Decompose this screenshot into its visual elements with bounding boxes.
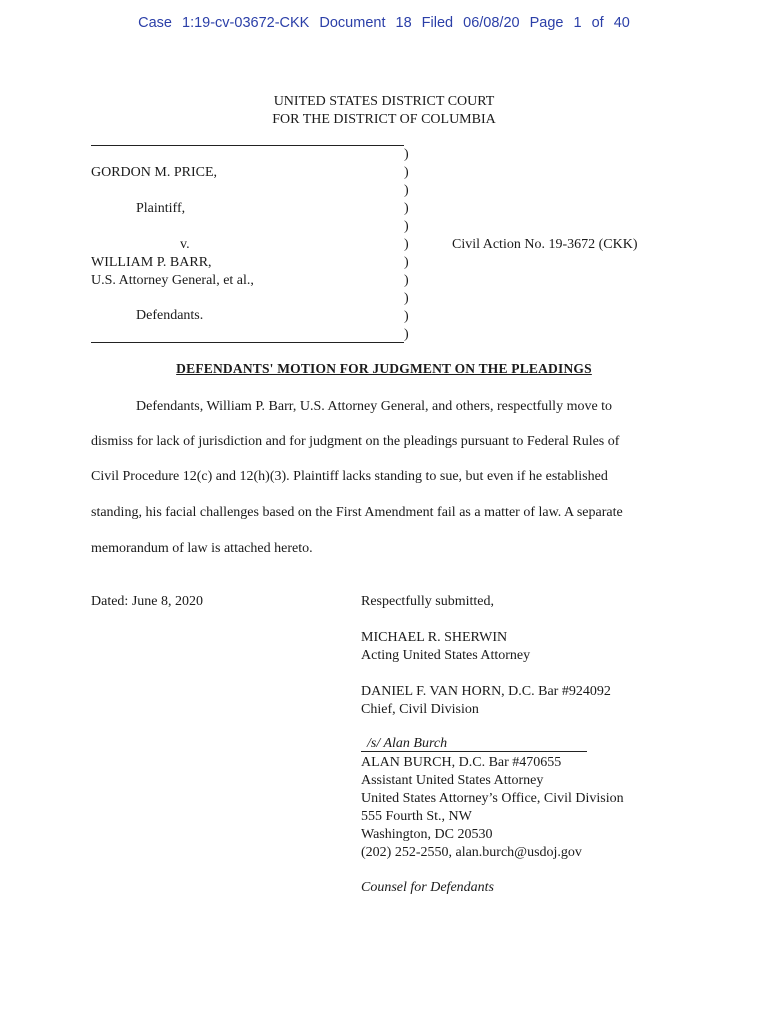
plaintiff-role: Plaintiff, xyxy=(136,201,186,216)
defendant-role: Defendants. xyxy=(136,308,204,323)
signatory-vanhorn-title: Chief, Civil Division xyxy=(361,702,479,717)
signatory-burch-name: ALAN BURCH, D.C. Bar #470655 xyxy=(361,755,562,770)
office-name: United States Attorney’s Office, Civil Division xyxy=(361,791,624,806)
signature-line xyxy=(361,751,587,752)
motion-body-line: dismiss for lack of jurisdiction and for judgment on the pleadings pursuant to Federal Rules of xyxy=(91,434,620,449)
contact-phone-email: (202) 252-2550, alan.burch@usdoj.gov xyxy=(361,845,582,860)
motion-body-line: standing, his facial challenges based on the First Amendment fail as a matter of law. A separate xyxy=(91,505,623,520)
counsel-for-defendants: Counsel for Defendants xyxy=(361,880,494,895)
signatory-vanhorn-name: DANIEL F. VAN HORN, D.C. Bar #924092 xyxy=(361,684,611,699)
motion-body-line: Civil Procedure 12(c) and 12(h)(3). Plaintiff lacks standing to sue, but even if he established xyxy=(91,469,608,484)
signatory-sherwin-name: MICHAEL R. SHERWIN xyxy=(361,630,508,645)
motion-body-line: memorandum of law is attached hereto. xyxy=(91,541,313,556)
motion-title: DEFENDANTS' MOTION FOR JUDGMENT ON THE PLEADINGS xyxy=(176,361,592,376)
header-document-number: Document 18 xyxy=(319,15,412,31)
plaintiff-name: GORDON M. PRICE, xyxy=(91,165,218,180)
civil-action-number: Civil Action No. 19-3672 (CKK) xyxy=(452,237,638,252)
court-name-line1: UNITED STATES DISTRICT COURT xyxy=(273,94,495,109)
court-heading xyxy=(184,93,584,129)
header-page-number: Page 1 of 40 xyxy=(529,15,630,31)
motion-body-line: Defendants, William P. Barr, U.S. Attorney General, and others, respectfully move to xyxy=(136,399,613,414)
office-street: 555 Fourth St., NW xyxy=(361,809,472,824)
caption-bottom-rule xyxy=(91,342,404,343)
signatory-burch-title: Assistant United States Attorney xyxy=(361,773,544,788)
versus: v. xyxy=(180,237,190,252)
caption-top-rule xyxy=(91,145,404,146)
electronic-signature: /s/ Alan Burch xyxy=(367,736,448,751)
court-name-line2: FOR THE DISTRICT OF COLUMBIA xyxy=(272,112,496,127)
dated: Dated: June 8, 2020 xyxy=(91,594,203,609)
header-case-number: Case 1:19-cv-03672-CKK xyxy=(138,15,310,31)
office-city: Washington, DC 20530 xyxy=(361,827,493,842)
signatory-sherwin-title: Acting United States Attorney xyxy=(361,648,531,663)
respectfully-submitted: Respectfully submitted, xyxy=(361,594,494,609)
defendant-name: WILLIAM P. BARR, xyxy=(91,255,212,270)
ecf-header xyxy=(0,15,768,31)
caption-paren-column: ) ) ) ) ) ) ) ) ) ) ) xyxy=(404,147,409,342)
header-filed-date: Filed 06/08/20 xyxy=(421,15,520,31)
defendant-title: U.S. Attorney General, et al., xyxy=(91,273,254,288)
